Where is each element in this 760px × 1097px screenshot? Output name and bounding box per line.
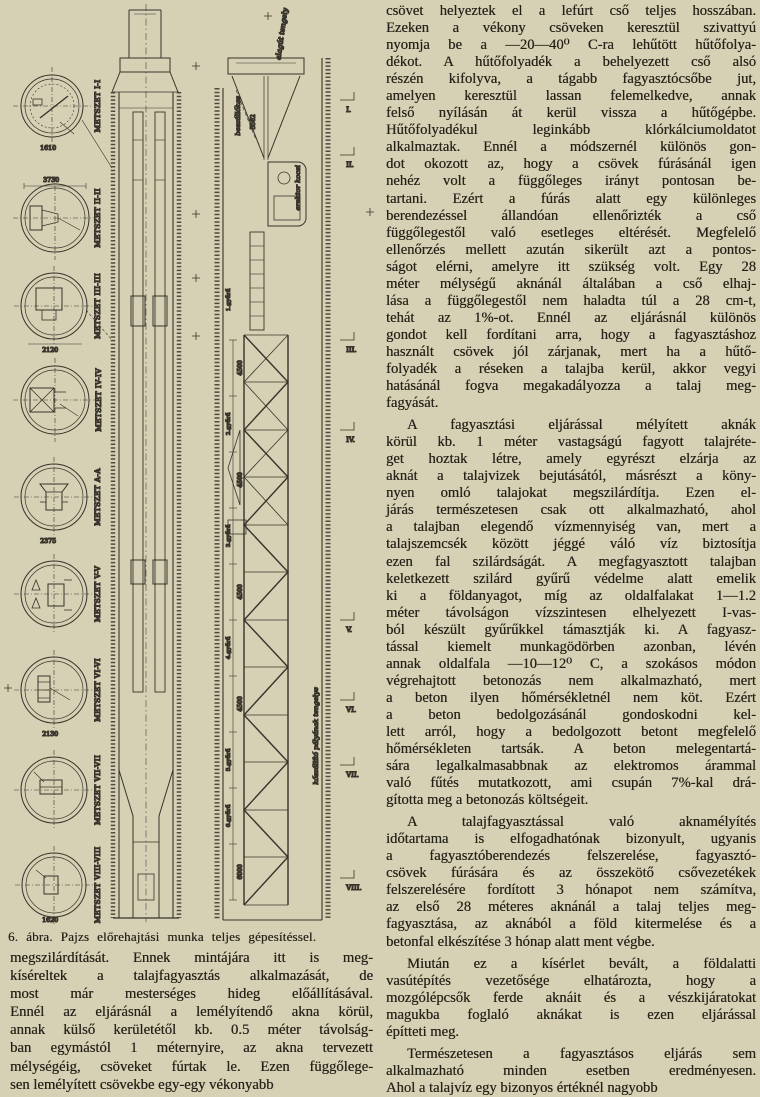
text-line: nyen omló talajokat megszilárdítja. Ezen el- [386, 485, 756, 502]
text-line: hatásánál fogva megakadályozza a talaj meg- [386, 378, 756, 395]
dimension-value: 2130 [42, 731, 59, 738]
text-line: Ezeken a vékony csöveken keresztül szivattyú [386, 20, 756, 37]
text-line: vasútépítés vezetősége elhatározta, hogy a [386, 972, 756, 989]
text-line: nehéz volt a függőleges irányt pontosan be- [386, 173, 756, 190]
text-line: alkalmaztak. Ennél a módszernél különös gon- [386, 139, 756, 156]
text-line: időtartama is elfogadhatónak bizonyult, ugyanis [386, 831, 756, 848]
paragraph [386, 3, 756, 412]
section-label: METSZET VI-VI [93, 658, 102, 722]
text-line: megszilárdítását. Ennek mintájára itt is meg- [10, 950, 373, 966]
text-line: ki a földanyagot, míg az oldalfalakat 1—1.2 [386, 587, 756, 604]
right-text-column [386, 3, 756, 1097]
text-line: betonfal elkészítése 3 hónap alatt ment végbe. [386, 933, 655, 950]
text-line: fagyasztása, az aknából a föld kitermelése és a [386, 916, 756, 933]
text-line: sára legalkalmasabbnak az elektromos árammal [386, 758, 756, 775]
paragraph [386, 417, 756, 809]
dimension-value: 5562 [250, 114, 257, 130]
text-line: A fagyasztási eljárással mélyített aknák [407, 417, 756, 434]
text-line: get hoztak létre, amely egyrészt elzárja az [386, 451, 756, 468]
cut-mark-arrows [340, 92, 357, 878]
dimension-value: 4500 [237, 584, 244, 600]
section-label: METSZET II-II [93, 188, 102, 248]
cut-label: II. [346, 161, 354, 169]
text-line: ban egymástól 1 méternyire, az akna tervezett [10, 1040, 373, 1057]
section-label: METSZET III-III [93, 272, 102, 340]
text-line: körül kb. 1 méter vastagságú fagyott talajréte- [386, 434, 756, 451]
text-line: a beton ilyen hőmérsékletnél nem köt. Ezért [386, 689, 756, 706]
text-line: Természetesen a fagyasztásos eljárás sem [407, 1045, 756, 1062]
text-line: gította meg a betonozás költségeit. [386, 792, 589, 809]
text-line: folyadék a réseken a talajba kerül, akkor vegyi [386, 360, 756, 377]
text-line: ból készült gyűrűkkel támasztják ki. A fagyasz- [386, 621, 756, 638]
text-line: Ennél az eljárásnál a lemélyítendő akna körül, [10, 1004, 373, 1021]
paragraph [386, 814, 756, 950]
text-line: az első 28 méteres aknánál a talaj teljes meg- [386, 899, 756, 916]
ring-label: 5.gyűrű [226, 748, 232, 772]
ring-label: 6.gyűrű [226, 804, 232, 828]
reference-cross-marks [4, 12, 374, 692]
cross-section-circle [14, 457, 94, 537]
entry-cage-label: beszállókas [234, 96, 242, 136]
text-line: berendezéssel állandóan ellenőrizték a cső [386, 207, 756, 224]
cut-label: VIII. [346, 884, 362, 892]
text-line: ságot elérni, amelyre itt szükség volt. Egy 28 [386, 258, 756, 275]
text-line: használt csövek jól zárjanak, mert ha a hűtő- [386, 343, 756, 360]
text-line: fagyását. [386, 395, 439, 412]
text-line: nyomja be a —20—40⁰ C-ra lehűtött hűtőfolya- [386, 37, 756, 54]
section-label: METSZET VII-VII [93, 754, 102, 826]
text-line: keletkezett szilárd gyűrű védelme alatt emelik [386, 570, 756, 587]
text-line: tással kiemelt munkagödörben azonban, lévén [386, 638, 756, 655]
text-line: függőlegestől való esetleges eltérését. Megfelelő [386, 224, 756, 241]
text-line: a beton bedolgozásánál gondoskodni kel- [386, 706, 756, 723]
text-line: talajszemcsék között jéggé váló víz biztosítja [386, 536, 756, 553]
ring-label: 3.gyűrű [226, 524, 232, 548]
text-line: méter mélységű aknánál általában a cső elhaj- [386, 275, 756, 292]
text-line: Ahol a talajvíz egy bizonyos értéknél nagyobb [386, 1079, 658, 1096]
ring-label: 4.gyűrű [226, 636, 232, 660]
section-label: METSZET VIII-VIII [93, 846, 102, 924]
text-line: aknát a talajvizek bejutásától, másrészt a köny- [386, 468, 756, 485]
paragraph [10, 949, 373, 1094]
text-line: alkalmazható minden esetben eredményesen. [386, 1062, 756, 1079]
text-line: építteti meg. [386, 1023, 459, 1040]
cut-label: III. [346, 346, 357, 354]
dimension-value: 4500 [237, 360, 244, 376]
dimension-value: 4500 [237, 472, 244, 488]
text-line: végrehajtott betonozás nem alkalmazható, mert [386, 672, 756, 689]
text-line: lett arról, hogy a bedolgozott betont megfelelő [386, 723, 756, 740]
text-line: gondot kell fordítani arra, hogy a fagyasztáshoz [386, 326, 756, 343]
text-line: tartani. Ezért a fúrás alatt egy különleges [386, 190, 756, 207]
text-line: lása a függőlegestől nem haladta túl a 28 cm-t, [386, 292, 756, 309]
text-line: csövek fúrására és az összekötő csővezetékek [386, 865, 756, 882]
text-line: ezen fal szilárdságát. A megfagyasztott talajban [386, 553, 756, 570]
cross-section-circle [13, 358, 97, 442]
erector-carriage-label: erektor kocsi [294, 165, 302, 211]
text-line: ellenőrzés mellett azután sikerült azt a pontos- [386, 241, 756, 258]
text-line: hőmérsékleten tartsák. A beton melegentartá- [386, 741, 756, 758]
section-label: METSZET A-A [93, 468, 102, 526]
dimension-value: 1610 [40, 145, 57, 152]
dimension-value: 2375 [40, 538, 57, 545]
shield-shaft-drawing [112, 4, 179, 922]
section-label: METSZET IV-IV [94, 368, 103, 432]
figure-caption: 6. ábra. Pajzs előrehajtási munka teljes gépesítéssel. [8, 929, 317, 944]
paragraph [386, 1046, 756, 1097]
text-line: Hűtőfolyadékul leginkább klórkálciumoldatot [386, 122, 756, 139]
text-line: annak külső kerületétől kb. 0.5 méter távolság- [10, 1022, 373, 1039]
cross-section-circle [15, 846, 93, 924]
paragraph [386, 956, 756, 1041]
text-line: járás természetesen csak ott alkalmazható, ahol [386, 502, 756, 519]
text-line: mozgólépcsők ferde aknáit és a vészkijáratokat [386, 989, 756, 1006]
text-line: magukba foglaló aknákat is ezen eljárással [386, 1006, 756, 1023]
cross-section-circle [14, 266, 94, 346]
cut-label: I. [346, 106, 351, 114]
text-line: kíséreltek a talajfagyasztás alkalmazását, de [10, 968, 373, 985]
dimension-value: 1620 [42, 917, 59, 924]
text-line: méter távolságon vízszintesen elhelyezett I-vas- [386, 604, 756, 621]
cut-label: IV. [346, 436, 355, 444]
text-line: tehát az 1%-ot. Ennél az eljárásnál különös [386, 309, 756, 326]
cross-section-circle [13, 176, 97, 260]
text-line: a fagyasztóberendezés felszerelése, fagyasztó- [386, 848, 756, 865]
section-label: METSZET I-I [93, 79, 102, 133]
text-line: amelyen keresztül lassan felemelkedve, annak [386, 88, 756, 105]
ring-label: 1.gyűrű [226, 288, 232, 312]
ring-label: 2.gyűrű [226, 412, 232, 436]
text-line: most már mesterséges hideg előállításával. [10, 986, 373, 1003]
dimension-value: 4500 [237, 696, 244, 712]
shield-machine-drawing [0, 0, 380, 926]
cut-label: V. [346, 626, 353, 634]
dimension-value: 3730 [43, 177, 60, 184]
text-line: annak oldalfala —10—12⁰ C, a szokásos módon [386, 655, 756, 672]
text-line: felszerelésére fordított 3 hónapot nem számítva, [386, 882, 756, 899]
dimension-value: 6000 [237, 864, 244, 880]
left-text-column [10, 949, 373, 1094]
figure-6-drawing [0, 0, 380, 931]
cross-section-circle [13, 67, 91, 145]
track-axis-label: kőszállító pályának tengelye [312, 687, 320, 785]
text-line: sen lemélyített csövekbe egy-egy vékonyabb [10, 1076, 274, 1093]
text-line: Miután ez a kísérlet bevált, a földalatti [407, 955, 756, 972]
text-line: csövet helyeztek el a lefúrt cső teljes hosszában. [386, 3, 756, 19]
text-line: a talajban elegendő vízmennyiség van, mert a [386, 519, 756, 536]
text-line: való fűtés mutatkozott, ami csupán 7%-kal drá- [386, 775, 756, 792]
dimension-value: 2120 [42, 347, 59, 354]
cross-section-circle [14, 750, 94, 830]
text-line: dot okozott az, hogy a csövek fúrásánál igen [386, 156, 756, 173]
tunnel-machine-drawing [217, 58, 328, 920]
section-label: METSZET V-V [93, 565, 102, 623]
text-line: mélységéig, csöveket fúrtak le. Ezen függőlege- [10, 1058, 373, 1075]
cross-section-circle [14, 554, 94, 634]
cut-label: VI. [346, 706, 357, 714]
text-line: felső nyílásán át kerül vissza a hűtőgépbe. [386, 105, 756, 122]
cut-label: VII. [346, 771, 359, 779]
tunnel-axis-label: alagút tengely [273, 7, 290, 61]
text-line: dékot. A hűtőfolyadék a behelyezett cső alsó [386, 54, 756, 71]
text-line: részén kifolyva, a tágabb fagyasztócsőbe jut, [386, 71, 756, 88]
text-line: A talajfagyasztással való aknamélyítés [407, 814, 756, 831]
cross-section-circle [14, 650, 94, 730]
